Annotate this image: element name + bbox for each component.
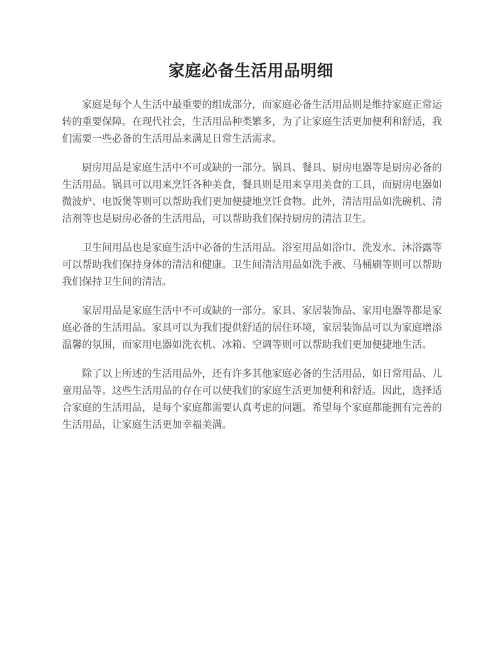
paragraph-kitchen: 厨房用品是家庭生活中不可或缺的一部分。锅具、餐具、厨房电器等是厨房必备的生活用品。锅具可以用来烹饪各种美食，餐具则是用来享用美食的工具，而厨房电器如微波炉、电饭煲等则可以帮助我们更加便捷地烹饪食物。此外，清洁用品如洗碗机、清洁剂等也是厨房必备的生活用品，可以帮助我们保持厨房的清洁卫生。 xyxy=(62,163,442,225)
paragraph-conclusion: 除了以上所述的生活用品外，还有许多其他家庭必备的生活用品，如日常用品、儿童用品等。这些生活用品的存在可以使我们的家庭生活更加便利和舒适。因此，选择适合家庭的生活用品，是每个家庭都需要认真考虑的问题。希望每个家庭都能拥有完善的生活用品，让家庭生活更加幸福美满。 xyxy=(62,369,442,431)
paragraph-home: 家居用品是家庭生活中不可或缺的一部分。家具、家居装饰品、家用电器等都是家庭必备的生活用品。家具可以为我们提供舒适的居住环境，家居装饰品可以为家庭增添温馨的氛围，而家用电器如洗衣机、冰箱、空调等则可以帮助我们更加便捷地生活。 xyxy=(62,306,442,351)
paragraph-bathroom: 卫生间用品也是家庭生活中必备的生活用品。浴室用品如浴巾、洗发水、沐浴露等可以帮助我们保持身体的清洁和健康。卫生间清洁用品如洗手液、马桶刷等则可以帮助我们保持卫生间的清洁。 xyxy=(62,243,442,288)
document-body xyxy=(62,97,442,446)
document-title: 家庭必备生活用品明细 xyxy=(168,61,334,80)
paragraph-intro: 家庭是每个人生活中最重要的组成部分，而家庭必备生活用品则是维持家庭正常运转的重要保障。在现代社会，生活用品种类繁多，为了让家庭生活更加便利和舒适，我们需要一些必备的生活用品来满足日常生活需求。 xyxy=(62,100,442,145)
